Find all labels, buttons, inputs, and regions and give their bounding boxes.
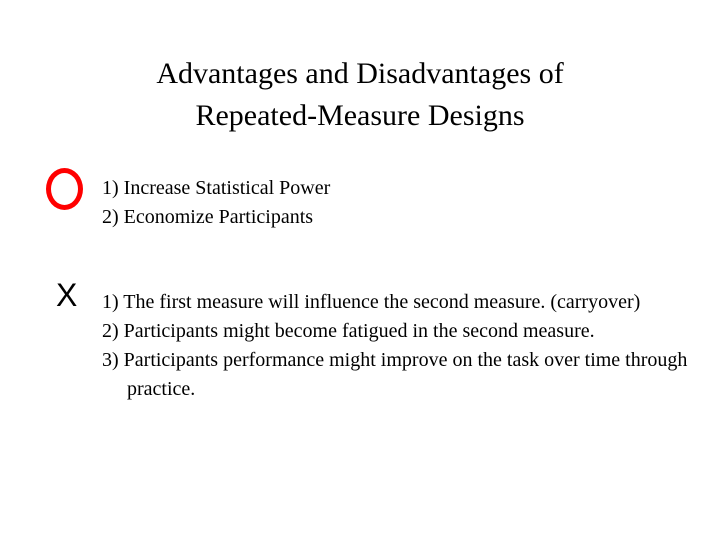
cross-icon: X — [56, 277, 78, 313]
disadvantages-list — [102, 288, 720, 404]
disadvantage-item: 3) Participants performance might improve on the task over time through practice. — [102, 349, 688, 400]
disadvantage-item: 2) Participants might become fatigued in the second measure. — [102, 320, 595, 342]
disadvantage-item: 1) The first measure will influence the second measure. (carryover) — [102, 291, 641, 313]
advantage-item: 1) Increase Statistical Power — [102, 177, 331, 199]
slide-title — [0, 53, 720, 137]
advantages-list — [102, 174, 720, 232]
circle-icon — [46, 168, 83, 210]
slide-title-line-1: Advantages and Disadvantages of — [156, 57, 564, 90]
slide-title-line-2: Repeated-Measure Designs — [195, 99, 525, 132]
advantage-item: 2) Economize Participants — [102, 206, 314, 228]
